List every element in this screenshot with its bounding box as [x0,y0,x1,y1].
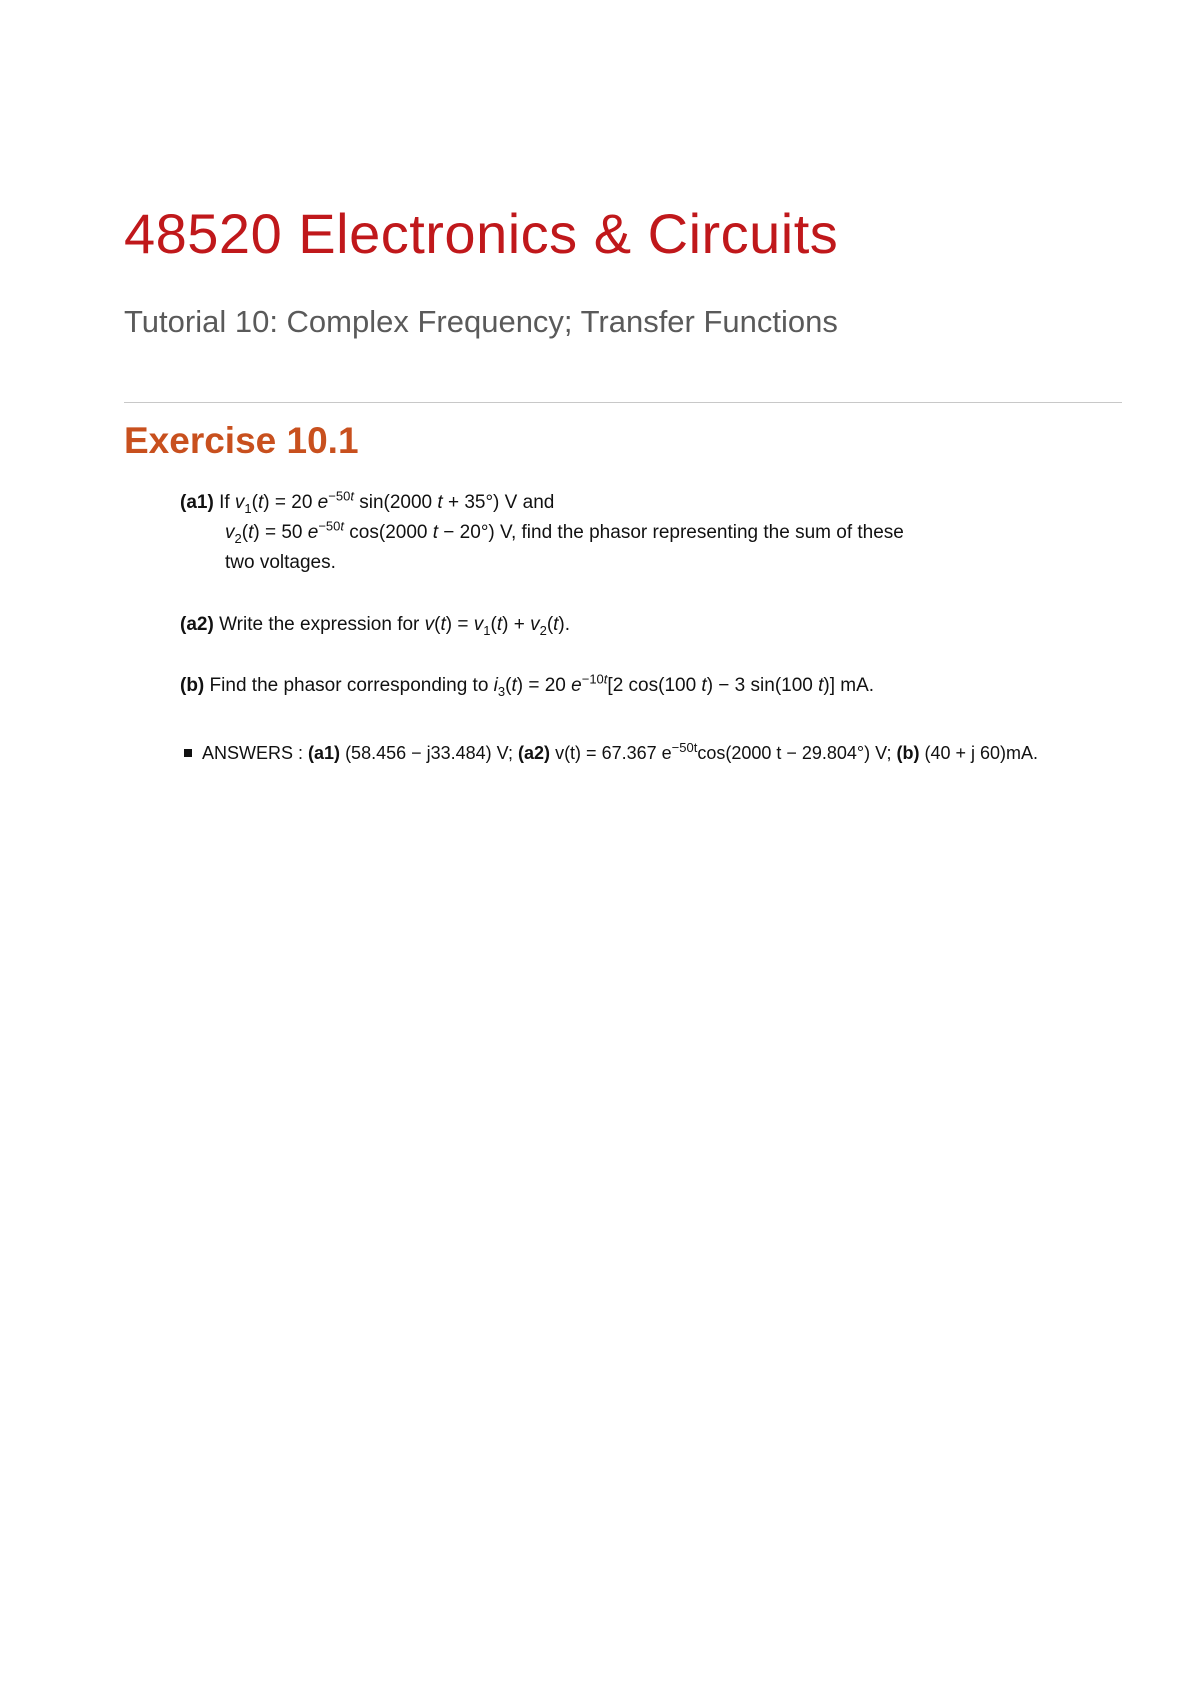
problem-b [180,671,874,701]
equation-i3: $i_3(t) = 20$ $e^{-10t}[2$ cos(100 t) − 3 sin(100 t)] [493,671,836,699]
problem-b-line-1 [180,671,874,701]
problem-b-text-2: mA. [835,675,875,696]
answer-a1-label: (a1) [308,743,341,763]
equation-v2: $v_2(t) = 50$ $e^{-50t}$ cos(2000 t − 20°) [225,518,495,546]
problem-a2-line-1 [180,610,570,640]
answer-b-label: (b) [896,743,920,763]
bullet-square-icon [184,749,192,757]
problem-a1-label: (a1) [180,492,214,513]
section-divider [124,402,1122,403]
problem-a2 [180,610,570,640]
equation-v1: $v_1(t) = 20$ $e^{-50t}$ sin(2000 t + 35°) [234,488,500,516]
problem-b-label: (b) [180,675,205,696]
problem-a1-line-3: two voltages. [225,552,336,573]
answer-b-value: (40 + j 60)mA. [924,743,1039,763]
answers-line [184,738,1038,768]
exercise-heading: Exercise 10.1 [124,420,359,461]
problem-a1-text-3: V, find the phasor representing the sum of these [494,522,904,543]
problem-a1-line-2 [180,518,904,548]
answer-a2-value: v(t) = 67.367 e [555,743,672,763]
answer-a1-value: (58.456 − j33.484) V; [345,743,514,763]
problem-b-text-1: Find the phasor corresponding to [204,675,494,696]
problem-a2-text-1: Write the expression for [213,614,425,635]
answer-a2-rest: cos(2000 t − 29.804°) V; [697,743,892,763]
equation-v-sum: $v(t) = v_1(t) + v_2(t)$. [424,614,571,638]
answers-prefix: ANSWERS : [202,743,304,763]
problem-a2-label: (a2) [180,614,214,635]
answer-a2-exponent: −50t [671,740,698,755]
page-title: 48520 Electronics & Circuits [124,202,839,265]
problem-a1-text-1: If [213,492,235,513]
problem-a1-text-2: V and [499,492,555,513]
page-subtitle: Tutorial 10: Complex Frequency; Transfer Functions [124,304,838,339]
answer-a2-label: (a2) [518,743,551,763]
problem-a1-line-1 [180,488,904,518]
problem-a1 [180,488,904,578]
